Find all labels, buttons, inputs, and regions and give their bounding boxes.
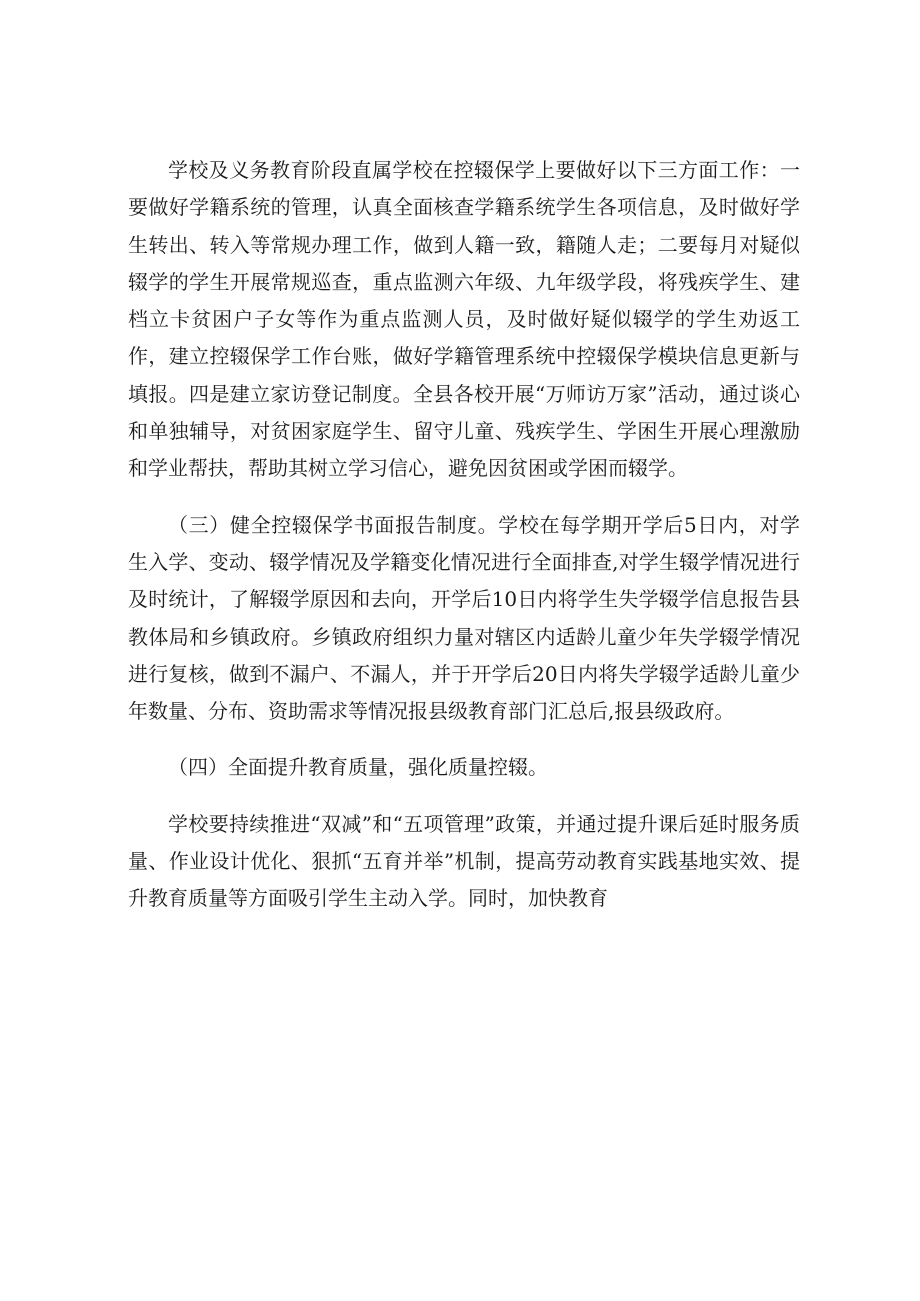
document-body: [128, 152, 800, 918]
paragraph-double-reduction: 学校要持续推进“双减”和“五项管理”政策，并通过提升课后延时服务质量、作业设计优化、狠抓“五育并举”机制，提高劳动教育实践基地实效、提升教育质量等方面吸引学生主动入学。同时，加快教育: [128, 811, 800, 911]
paragraph-school-work: 学校及义务教育阶段直属学校在控辍保学上要做好以下三方面工作：一要做好学籍系统的管理，认真全面核查学籍系统学生各项信息，及时做好学生转出、转入等常规办理工作，做到人籍一致，籍随人走；二要每月对疑似辍学的学生开展常规巡查，重点监测六年级、九年级学段，将残疾学生、建档立卡贫困户子女等作为重点监测人员，及时做好疑似辍学的学生劝返工作，建立控辍保学工作台账，做好学籍管理系统中控辍保学模块信息更新与填报。四是建立家访登记制度。全县各校开展“万师访万家”活动，通过谈心和单独辅导，对贫困家庭学生、留守儿童、残疾学生、学困生开展心理激励和学业帮扶，帮助其树立学习信心，避免因贫困或学困而辍学。: [128, 158, 800, 481]
section-heading-quality: （四）全面提升教育质量，强化质量控辍。: [168, 755, 548, 780]
paragraph-report-system: （三）健全控辍保学书面报告制度。学校在每学期开学后5日内，对学生入学、变动、辍学情况及学籍变化情况进行全面排查,对学生辍学情况进行及时统计，了解辍学原因和去向，开学后10日内将学生失学辍学信息报告县教体局和乡镇政府。乡镇政府组织力量对辖区内适龄儿童少年失学辍学情况进行复核，做到不漏户、不漏人，并于开学后20日内将失学辍学适龄儿童少年数量、分布、资助需求等情况报县级教育部门汇总后,报县级政府。: [128, 512, 800, 724]
